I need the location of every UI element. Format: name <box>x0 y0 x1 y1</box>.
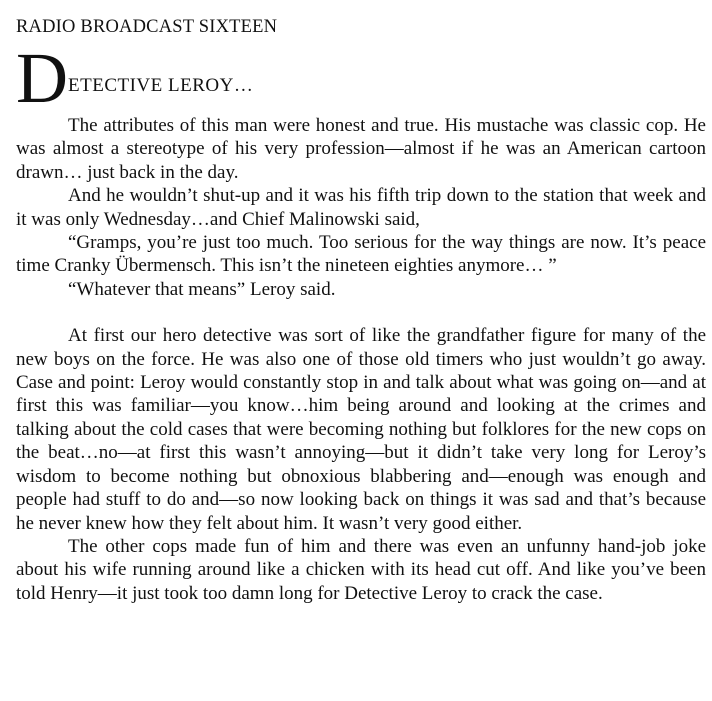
paragraph-2: And he wouldn’t shut-up and it was his fifth trip down to the station that week and it was only Wednesday…and Chief Malinowski said, <box>16 185 706 230</box>
paragraph-6: The other cops made fun of him and there was even an unfunny hand-job joke about his wife running around like a chicken with its head cut off. And like you’ve been told Henry—it just took too damn long for Detective Leroy to crack the case. <box>16 535 706 604</box>
drop-cap-letter: D <box>16 38 68 118</box>
paragraph-4: “Whatever that means” Leroy said. <box>68 278 336 300</box>
body-text <box>16 114 706 605</box>
paragraph-3: “Gramps, you’re just too much. Too serious for the way things are now. It’s peace time Cranky Übermensch. This isn’t the nineteen eighties anymore… ” <box>16 232 706 277</box>
paragraph-5: At first our hero detective was sort of like the grandfather figure for many of the new boys on the force. He was also one of those old timers who just wouldn’t go away. Case and point: Leroy would constantly stop in and talk about what was going on—and at first this was familiar—you know…him being around and looking at the crimes and talking about the cold cases that were becoming nothing but folklores for the new cops on the beat…no—at first this wasn’t annoying—but it didn’t take very long for Leroy’s wisdom to become nothing but obnoxious blabbering and—enough was enough and people had stuff to do and—so now looking back on things it was sad and that’s because he never knew how they felt about him. It wasn’t very good either. <box>16 325 706 534</box>
paragraph-spacer <box>16 301 706 324</box>
chapter-title <box>16 38 706 118</box>
section-header: RADIO BROADCAST SIXTEEN <box>16 17 278 37</box>
chapter-title-text: ETECTIVE LEROY… <box>68 75 254 96</box>
paragraph-1: The attributes of this man were honest and true. His mustache was classic cop. He was almost a stereotype of his very profession—almost if he was an American cartoon drawn… just back in the day. <box>16 115 706 183</box>
